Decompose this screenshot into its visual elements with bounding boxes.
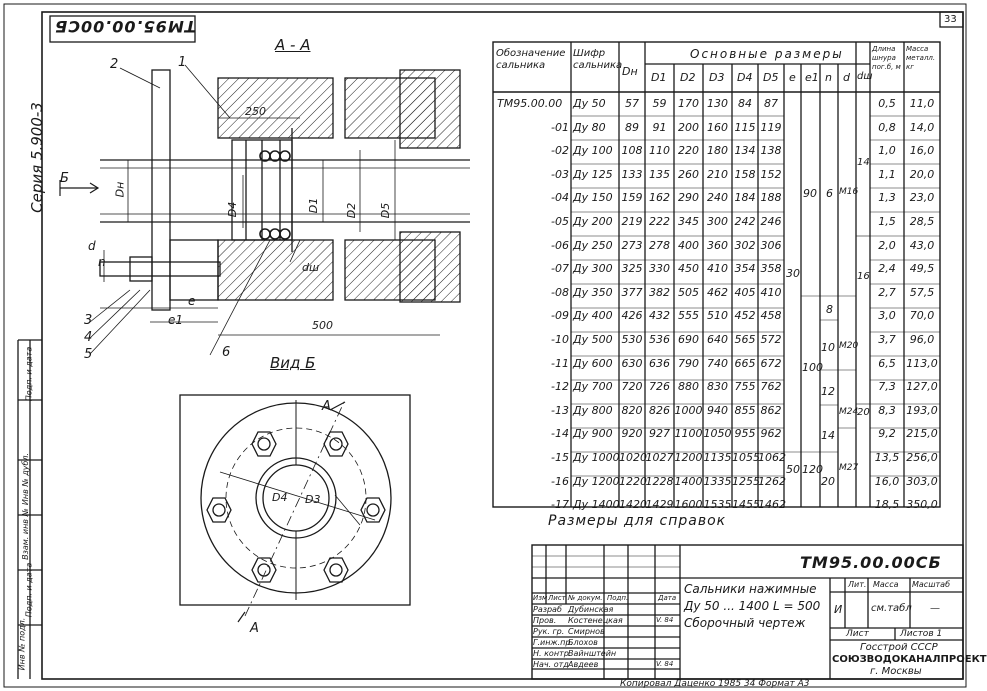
table-cell-d2: 1100 xyxy=(674,427,703,441)
sheet-number: 33 xyxy=(944,14,957,25)
series-label: Серия 5.900-3 xyxy=(27,102,46,213)
table-cell-mass: 57,5 xyxy=(909,285,935,299)
table-cell-len: 3,0 xyxy=(878,309,896,323)
table-cell-d2: 1600 xyxy=(674,498,703,512)
callout-3: 3 xyxy=(84,313,93,328)
table-cell-dn: 1220 xyxy=(619,474,647,488)
table-cell-d1: 636 xyxy=(649,356,670,370)
dim-dn: Dн xyxy=(113,181,127,198)
table-cell-d2: 690 xyxy=(678,333,699,346)
table-cell-d1: 59 xyxy=(652,97,667,110)
dim-500: 500 xyxy=(312,319,333,332)
table-cell-d4: 452 xyxy=(734,309,756,323)
merged-n-8: 8 xyxy=(826,303,833,316)
table-cell-len: 13,5 xyxy=(874,451,900,464)
table-cell-d1: 1429 xyxy=(645,498,674,512)
table-cell-dn: 273 xyxy=(621,238,643,252)
signature-role: Г.инж.пр. xyxy=(533,638,574,647)
table-cell-d5: 87 xyxy=(764,97,778,110)
table-cell-d3: 300 xyxy=(707,215,728,228)
merged-d-m20: М20 xyxy=(839,341,859,351)
table-cell-d1: 432 xyxy=(649,309,670,323)
table-cell-des: -01 xyxy=(551,120,569,134)
th-main-dims: Основные размеры xyxy=(690,47,844,61)
table-cell-cip: Ду 250 xyxy=(573,238,613,252)
signature-name: Костенецкая xyxy=(568,616,623,625)
dim-d4: D4 xyxy=(226,201,240,218)
table-cell-mass: 20,0 xyxy=(909,167,935,181)
table-cell-cip: Ду 125 xyxy=(573,167,613,181)
table-cell-mass: 28,5 xyxy=(909,215,935,228)
table-cell-d4: 158 xyxy=(734,167,756,181)
footer-note: Копировал Даценко 1985 34 Формат А3 xyxy=(620,679,810,689)
table-cell-d3: 462 xyxy=(707,285,728,299)
strip-vzam: Взам. инв № xyxy=(20,508,30,560)
dim-d3: D3 xyxy=(305,493,321,506)
table-cell-d5: 246 xyxy=(760,215,782,228)
table-cell-d1: 91 xyxy=(652,120,667,134)
table-cell-dn: 159 xyxy=(621,191,643,205)
th-mass: Масса металл. кг xyxy=(906,45,936,71)
table-cell-d4: 1455 xyxy=(732,498,760,512)
table-cell-des: -17 xyxy=(551,498,569,512)
table-cell-len: 18,5 xyxy=(874,498,900,512)
table-cell-d2: 220 xyxy=(678,144,699,158)
table-cell-cip: Ду 900 xyxy=(573,427,613,441)
table-cell-d3: 130 xyxy=(707,97,728,110)
table-cell-d3: 830 xyxy=(707,380,728,394)
table-cell-d3: 510 xyxy=(707,309,728,323)
table-cell-dn: 1020 xyxy=(619,451,647,464)
org-line-2: СОЮЗВОДОКАНАЛПРОЕКТ xyxy=(832,654,987,665)
table-cell-d5: 152 xyxy=(760,167,782,181)
title-line-1: Сальники нажимные xyxy=(684,582,817,596)
callout-1: 1 xyxy=(178,55,187,70)
tb-mass-val: см.табл xyxy=(871,603,912,614)
table-cell-d2: 345 xyxy=(678,215,699,228)
table-cell-cip: Ду 1000 xyxy=(573,451,620,464)
tb-col-izm: Изм xyxy=(533,594,548,602)
merged-d-m24: М24 xyxy=(839,407,859,417)
table-cell-d2: 505 xyxy=(678,285,699,299)
table-cell-d5: 410 xyxy=(760,285,782,299)
table-cell-len: 0,8 xyxy=(878,120,896,134)
table-cell-d5: 1062 xyxy=(758,451,786,464)
th-d5: D5 xyxy=(763,71,779,84)
merged-e-50: 50 xyxy=(786,463,800,476)
table-cell-mass: 70,0 xyxy=(909,309,935,323)
table-cell-len: 16,0 xyxy=(874,474,900,488)
tb-lit-val: И xyxy=(834,603,843,616)
table-cell-dn: 920 xyxy=(621,427,643,441)
table-cell-d5: 138 xyxy=(760,144,782,158)
callout-6: 6 xyxy=(222,345,231,360)
table-cell-len: 2,7 xyxy=(878,285,896,299)
table-cell-len: 2,4 xyxy=(878,262,896,276)
signature-name: Смирнов xyxy=(568,627,605,636)
tb-col-date: Дата xyxy=(658,594,677,602)
th-d3: D3 xyxy=(709,71,725,84)
table-cell-d3: 240 xyxy=(707,191,728,205)
signature-role: Рук. гр. xyxy=(533,627,565,636)
table-cell-des: -07 xyxy=(551,262,569,276)
table-cell-d2: 1000 xyxy=(674,403,703,417)
table-cell-len: 2,0 xyxy=(878,238,896,252)
table-cell-d2: 170 xyxy=(678,97,699,110)
table-cell-d4: 184 xyxy=(734,191,756,205)
table-cell-d1: 382 xyxy=(649,285,670,299)
table-cell-cip: Ду 100 xyxy=(573,144,613,158)
table-cell-d2: 200 xyxy=(678,120,699,134)
table-cell-len: 1,1 xyxy=(878,167,896,181)
table-cell-mass: 193,0 xyxy=(906,403,938,417)
table-cell-mass: 113,0 xyxy=(906,356,938,370)
table-cell-cip: Ду 400 xyxy=(573,309,613,323)
section-mark-a-top: А xyxy=(322,399,331,414)
merged-e1-120: 120 xyxy=(802,463,823,476)
table-cell-des: -04 xyxy=(551,191,569,205)
signature-role: Пров. xyxy=(533,616,557,625)
signature-date: V. 84 xyxy=(656,616,674,624)
rotated-code: ТМ95.00.00СБ xyxy=(54,17,196,36)
table-cell-d4: 565 xyxy=(734,333,756,346)
table-cell-cip: Ду 50 xyxy=(573,97,606,110)
tb-lit-head: Лит. xyxy=(848,580,867,589)
dim-e1: e1 xyxy=(168,313,184,327)
merged-e-30: 30 xyxy=(786,267,800,280)
table-cell-d1: 110 xyxy=(649,144,670,158)
table-cell-dn: 89 xyxy=(625,120,639,134)
callout-4: 4 xyxy=(84,330,93,345)
table-cell-d4: 1255 xyxy=(732,474,760,488)
table-cell-d4: 665 xyxy=(734,356,756,370)
table-cell-dn: 57 xyxy=(625,97,639,110)
table-cell-len: 3,7 xyxy=(878,333,896,346)
table-cell-mass: 215,0 xyxy=(906,427,938,441)
table-cell-d4: 134 xyxy=(734,144,756,158)
table-cell-des: -15 xyxy=(551,451,569,464)
table-cell-d4: 354 xyxy=(734,262,756,276)
table-cell-len: 8,3 xyxy=(878,403,896,417)
table-cell-d4: 855 xyxy=(734,403,756,417)
table-cell-dn: 219 xyxy=(621,215,643,228)
table-cell-cip: Ду 150 xyxy=(573,191,613,205)
table-cell-d2: 290 xyxy=(678,191,699,205)
table-cell-des: -03 xyxy=(551,167,569,181)
table-cell-d4: 1055 xyxy=(732,451,760,464)
table-cell-d2: 555 xyxy=(678,309,699,323)
table-cell-dn: 820 xyxy=(621,403,643,417)
table-cell-d4: 302 xyxy=(734,238,756,252)
title-line-2: Ду 50 ... 1400 L = 500 xyxy=(684,599,821,613)
tb-mass-head: Масса xyxy=(873,580,899,589)
section-mark-a-bottom: А xyxy=(250,621,259,636)
signature-date: V. 84 xyxy=(656,660,674,668)
th-cipher: Шифр сальника xyxy=(573,48,623,71)
table-cell-mass: 127,0 xyxy=(906,380,938,394)
table-cell-d3: 940 xyxy=(707,403,728,417)
table-cell-cip: Ду 200 xyxy=(573,215,613,228)
table-cell-d4: 405 xyxy=(734,285,756,299)
table-cell-cip: Ду 80 xyxy=(573,120,606,134)
table-cell-mass: 350,0 xyxy=(906,498,938,512)
table-cell-d3: 1335 xyxy=(703,474,732,488)
table-cell-d5: 188 xyxy=(760,191,782,205)
table-cell-dn: 426 xyxy=(621,309,643,323)
table-cell-mass: 256,0 xyxy=(906,451,938,464)
table-cell-mass: 16,0 xyxy=(909,144,935,158)
table-cell-d5: 358 xyxy=(760,262,782,276)
table-cell-des: -11 xyxy=(551,356,569,370)
table-cell-mass: 23,0 xyxy=(909,191,935,205)
signature-name: Блохов xyxy=(568,638,598,647)
title-doc-code: ТМ95.00.00СБ xyxy=(800,553,942,572)
dim-e: e xyxy=(188,294,196,308)
dim-d4-view: D4 xyxy=(272,491,288,504)
th-designation: Обозначение сальника xyxy=(496,48,566,71)
table-cell-d2: 400 xyxy=(678,238,699,252)
table-cell-d2: 1200 xyxy=(674,451,703,464)
table-cell-d4: 242 xyxy=(734,215,756,228)
table-cell-d1: 826 xyxy=(649,403,670,417)
th-d4: D4 xyxy=(737,71,753,84)
table-cell-d5: 1262 xyxy=(758,474,786,488)
dim-dsh: dш xyxy=(302,261,320,274)
dim-n: n xyxy=(98,255,106,269)
merged-dsh-16: 16 xyxy=(857,271,870,282)
th-n: n xyxy=(825,71,832,84)
tb-sheets: Листов 1 xyxy=(900,629,943,639)
table-cell-d3: 410 xyxy=(707,262,728,276)
tb-col-podp: Подп. xyxy=(607,594,629,602)
table-cell-d2: 260 xyxy=(678,167,699,181)
table-cell-des: -12 xyxy=(551,380,569,394)
th-e1: e1 xyxy=(805,71,819,84)
title-line-3: Сборочный чертеж xyxy=(684,616,806,630)
strip-podp-2: Подп. и дата xyxy=(24,346,34,402)
tb-scale-head: Масштаб xyxy=(912,580,951,589)
table-cell-d5: 306 xyxy=(760,238,782,252)
table-cell-d5: 862 xyxy=(760,403,782,417)
table-cell-d4: 955 xyxy=(734,427,756,441)
dim-d: d xyxy=(88,239,96,253)
table-cell-d1: 135 xyxy=(649,167,670,181)
table-cell-d4: 755 xyxy=(734,380,756,394)
table-cell-dn: 377 xyxy=(621,285,643,299)
table-cell-d3: 160 xyxy=(707,120,728,134)
table-cell-cip: Ду 800 xyxy=(573,403,613,417)
callout-5: 5 xyxy=(84,347,93,362)
th-d2: D2 xyxy=(680,71,696,84)
table-cell-d4: 115 xyxy=(734,120,756,134)
table-cell-cip: Ду 500 xyxy=(573,333,613,346)
table-cell-d3: 740 xyxy=(707,356,728,370)
signature-name: Вайнштейн xyxy=(568,649,617,658)
table-cell-mass: 43,0 xyxy=(909,238,935,252)
merged-n-6: 6 xyxy=(826,187,833,200)
th-dn: Dн xyxy=(622,65,638,78)
table-cell-d1: 1027 xyxy=(645,451,674,464)
table-cell-d1: 536 xyxy=(649,333,670,346)
table-cell-dn: 530 xyxy=(621,333,643,346)
th-dsh: dш xyxy=(857,71,873,82)
table-cell-d2: 790 xyxy=(678,356,699,370)
table-cell-mass: 303,0 xyxy=(906,474,938,488)
table-cell-len: 1,5 xyxy=(878,215,896,228)
table-cell-cip: Ду 1400 xyxy=(573,498,620,512)
table-cell-d1: 162 xyxy=(649,191,670,205)
table-cell-dn: 325 xyxy=(621,262,643,276)
merged-dsh-14: 14 xyxy=(857,157,870,168)
table-cell-dn: 108 xyxy=(621,144,643,158)
table-cell-des: -02 xyxy=(551,144,569,158)
tb-scale-val: — xyxy=(930,603,940,614)
table-cell-dn: 720 xyxy=(621,380,643,394)
signature-role: Н. контр. xyxy=(533,649,572,658)
table-cell-d5: 672 xyxy=(760,356,782,370)
table-cell-d5: 572 xyxy=(760,333,782,346)
table-cell-d3: 1135 xyxy=(703,451,732,464)
strip-inv-dubl: Инв № дубл. xyxy=(21,452,31,506)
table-cell-len: 7,3 xyxy=(878,380,896,394)
table-cell-dn: 630 xyxy=(621,356,643,370)
merged-n-14: 14 xyxy=(821,429,835,442)
table-cell-len: 0,5 xyxy=(878,97,896,110)
table-cell-mass: 96,0 xyxy=(909,333,935,346)
table-cell-d4: 84 xyxy=(738,97,752,110)
table-cell-d3: 1535 xyxy=(703,498,732,512)
table-cell-cip: Ду 300 xyxy=(573,262,613,276)
table-cell-cip: Ду 350 xyxy=(573,285,613,299)
table-cell-cip: Ду 700 xyxy=(573,380,613,394)
merged-n-10: 10 xyxy=(821,341,835,354)
section-label: А - А xyxy=(275,36,311,54)
th-d1: D1 xyxy=(651,71,667,84)
table-cell-d5: 119 xyxy=(760,120,782,134)
tb-sheet: Лист xyxy=(846,629,869,639)
table-cell-mass: 14,0 xyxy=(909,120,935,134)
dim-d5: D5 xyxy=(379,202,393,219)
merged-dsh-20: 20 xyxy=(857,407,870,418)
table-cell-len: 1,3 xyxy=(878,191,896,205)
table-cell-d2: 450 xyxy=(678,262,699,276)
th-e: e xyxy=(789,71,796,84)
table-cell-d1: 1228 xyxy=(645,474,674,488)
table-cell-len: 6,5 xyxy=(878,356,896,370)
tb-col-list: Лист xyxy=(548,594,566,602)
table-cell-d2: 1400 xyxy=(674,474,703,488)
table-cell-d1: 278 xyxy=(649,238,670,252)
table-cell-des: -13 xyxy=(551,403,569,417)
table-cell-des: -09 xyxy=(551,309,569,323)
table-cell-cip: Ду 600 xyxy=(573,356,613,370)
table-cell-d5: 762 xyxy=(760,380,782,394)
table-cell-len: 1,0 xyxy=(878,144,896,158)
strip-podp-1: Подп. и дата xyxy=(24,562,34,618)
table-cell-des: -16 xyxy=(551,474,569,488)
table-cell-d3: 1050 xyxy=(703,427,732,441)
table-cell-des: -08 xyxy=(551,285,569,299)
dim-d2: D2 xyxy=(345,202,359,219)
th-length: Длина шнура пог.б, м xyxy=(872,45,901,71)
view-label: Вид Б xyxy=(270,354,316,372)
signature-role: Нач. отд xyxy=(533,660,569,669)
merged-d-m27: М27 xyxy=(839,463,859,473)
table-cell-d3: 640 xyxy=(707,333,728,346)
table-cell-cip: Ду 1200 xyxy=(573,474,620,488)
th-d: d xyxy=(843,71,850,84)
callout-2: 2 xyxy=(110,57,119,72)
table-cell-des: -14 xyxy=(551,427,569,441)
tb-col-doc: № докум. xyxy=(568,594,603,602)
merged-d-m16: М16 xyxy=(839,187,859,197)
strip-inv-podl: Инв № подл. xyxy=(17,617,27,671)
section-mark-b: Б xyxy=(60,171,69,186)
table-cell-d5: 962 xyxy=(760,427,782,441)
reference-note: Размеры для справок xyxy=(548,513,727,529)
org-line-1: Госстрой СССР xyxy=(860,642,938,653)
table-cell-len: 9,2 xyxy=(878,427,896,441)
table-cell-d3: 360 xyxy=(707,238,728,252)
table-cell-d5: 1462 xyxy=(758,498,786,512)
signature-name: Дубинская xyxy=(568,605,614,614)
signature-role: Разраб xyxy=(533,605,562,614)
table-cell-mass: 49,5 xyxy=(909,262,935,276)
table-cell-mass: 11,0 xyxy=(909,97,935,110)
table-cell-des: -10 xyxy=(551,333,569,346)
merged-e1-100: 100 xyxy=(802,361,823,374)
table-cell-d1: 726 xyxy=(649,380,670,394)
table-cell-d1: 927 xyxy=(649,427,670,441)
merged-e1-90: 90 xyxy=(803,187,817,200)
merged-n-12: 12 xyxy=(821,385,835,398)
merged-n-20: 20 xyxy=(821,475,835,488)
table-cell-des: ТМ95.00.00 xyxy=(497,97,563,110)
signature-name: Авдеев xyxy=(568,660,599,669)
dim-d1: D1 xyxy=(307,197,321,214)
table-cell-d3: 180 xyxy=(707,144,728,158)
table-cell-d1: 330 xyxy=(649,262,670,276)
table-cell-d2: 880 xyxy=(678,380,699,394)
table-cell-des: -06 xyxy=(551,238,569,252)
table-cell-dn: 133 xyxy=(621,167,643,181)
org-line-3: г. Москвы xyxy=(870,666,922,677)
dim-250: 250 xyxy=(245,105,266,118)
table-cell-dn: 1420 xyxy=(619,498,647,512)
table-cell-des: -05 xyxy=(551,215,569,228)
table-cell-d5: 458 xyxy=(760,309,782,323)
table-cell-d3: 210 xyxy=(707,167,728,181)
table-cell-d1: 222 xyxy=(649,215,670,228)
